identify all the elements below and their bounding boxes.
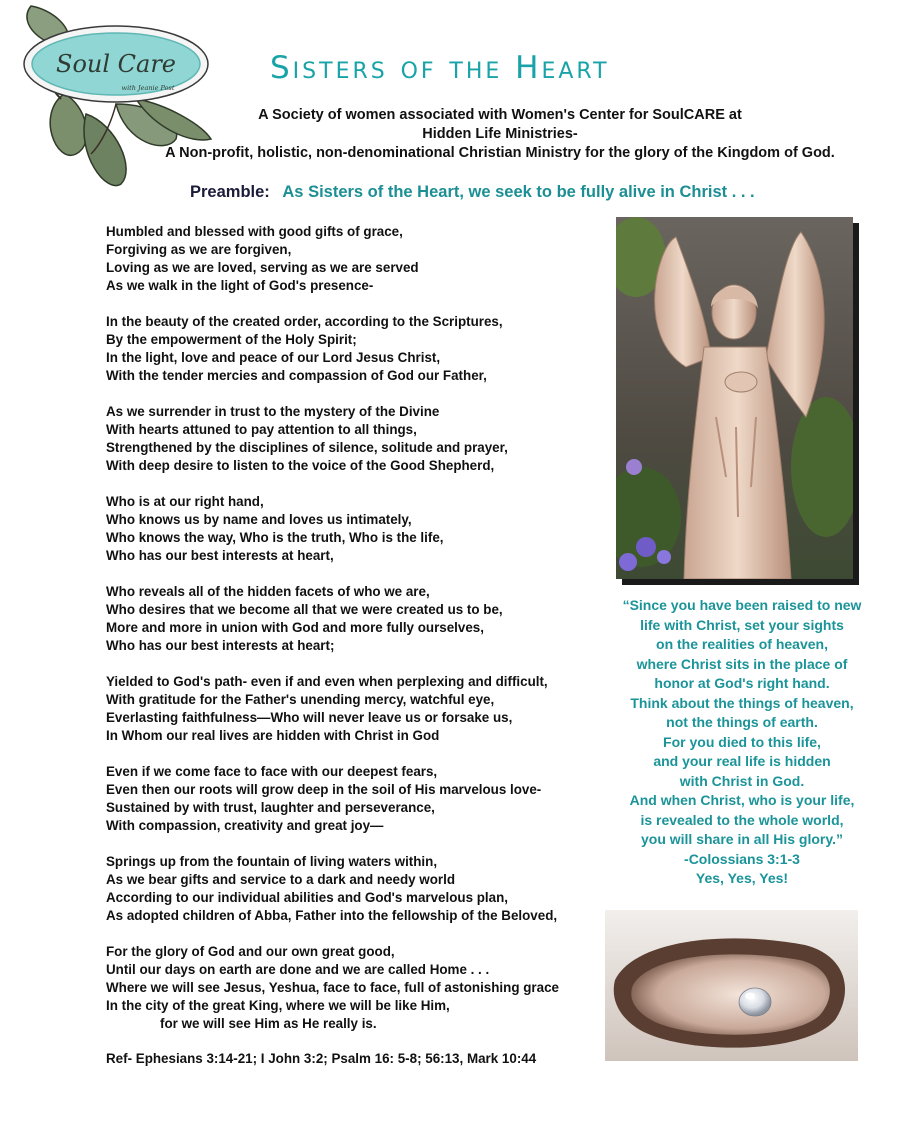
poem-line: Loving as we are loved, serving as we are served xyxy=(106,260,419,275)
stanza xyxy=(106,313,596,385)
poem-line: Who is at our right hand, xyxy=(106,494,264,509)
poem-line: In the beauty of the created order, according to the Scriptures, xyxy=(106,314,503,329)
pearl-oyster-image xyxy=(605,910,858,1061)
stanza xyxy=(106,943,596,1033)
poem-line: As we walk in the light of God's presence- xyxy=(106,278,374,293)
quote-line: and your real life is hidden xyxy=(653,753,831,769)
quote-line: is revealed to the whole world, xyxy=(640,811,844,828)
scripture-quote xyxy=(614,596,870,889)
poem-line: Forgiving as we are forgiven, xyxy=(106,242,292,257)
quote-line: Think about the things of heaven, xyxy=(630,694,854,711)
poem-line: Sustained by with trust, laughter and perseverance, xyxy=(106,800,435,815)
poem-line: Yielded to God's path- even if and even when perplexing and difficult, xyxy=(106,674,548,689)
quote-citation: -Colossians 3:1-3 xyxy=(684,850,800,867)
poem-line: More and more in union with God and more fully ourselves, xyxy=(106,620,484,635)
poem-line: for we will see Him as He really is. xyxy=(160,1016,377,1031)
poem-line: As we surrender in trust to the mystery of the Divine xyxy=(106,404,440,419)
poem-line: Who desires that we become all that we were created us to be, xyxy=(106,602,503,617)
poem-line: Until our days on earth are done and we are called Home . . . xyxy=(106,962,490,977)
stanza xyxy=(106,223,596,295)
poem-line: With compassion, creativity and great joy— xyxy=(106,818,384,833)
angel-photo xyxy=(616,217,853,579)
poem-line: With the tender mercies and compassion of God our Father, xyxy=(106,368,487,383)
quote-line: For you died to this life, xyxy=(663,733,821,750)
poem-line: Springs up from the fountain of living waters within, xyxy=(106,854,438,869)
poem-line: Humbled and blessed with good gifts of grace, xyxy=(106,224,403,239)
poem-line: With gratitude for the Father's unending mercy, watchful eye, xyxy=(106,692,495,707)
stanza xyxy=(106,673,596,745)
quote-line: with Christ in God. xyxy=(679,772,805,789)
poem-line: With hearts attuned to pay attention to all things, xyxy=(106,422,417,437)
poem-line: Where we will see Jesus, Yeshua, face to face, full of astonishing grace xyxy=(106,980,559,995)
quote-line: on the realities of heaven, xyxy=(656,636,828,652)
quote-line: honor at God's right hand. xyxy=(654,675,830,691)
subhead-line: A Society of women associated with Women's Center for SoulCARE at xyxy=(258,107,742,123)
logo-text: Soul Care xyxy=(56,50,176,78)
poem-line: For the glory of God and our own great good, xyxy=(106,944,395,959)
poem-line: In the light, love and peace of our Lord Jesus Christ, xyxy=(106,350,441,365)
preamble-text: As Sisters of the Heart, we seek to be fully alive in Christ . . . xyxy=(282,183,755,201)
quote-line: “Since you have been raised to new xyxy=(622,597,862,613)
poem-line: As adopted children of Abba, Father into the fellowship of the Beloved, xyxy=(106,908,558,923)
poem-body xyxy=(106,223,596,1051)
quote-line: not the things of earth. xyxy=(666,714,818,730)
poem-line: With deep desire to listen to the voice of the Good Shepherd, xyxy=(106,458,495,473)
preamble-label: Preamble: xyxy=(190,183,270,201)
stanza xyxy=(106,493,596,565)
poem-line: Who has our best interests at heart; xyxy=(106,638,335,653)
poem-line: Everlasting faithfulness—Who will never leave us or forsake us, xyxy=(106,710,513,725)
quote-line: And when Christ, who is your life, xyxy=(629,792,855,808)
poem-line: By the empowerment of the Holy Spirit; xyxy=(106,332,357,347)
angel-statue-image xyxy=(616,217,853,579)
poem-line: According to our individual abilities and God's marvelous plan, xyxy=(106,890,508,905)
poem-line: As we bear gifts and service to a dark and needy world xyxy=(106,872,456,887)
poem-line: Who knows us by name and loves us intimately, xyxy=(106,512,412,527)
preamble xyxy=(190,183,755,202)
poem-line: Strengthened by the disciplines of silence, solitude and prayer, xyxy=(106,440,508,455)
poem-line: Even if we come face to face with our deepest fears, xyxy=(106,764,438,779)
poem-line: Who has our best interests at heart, xyxy=(106,548,334,563)
poem-line: In the city of the great King, where we will be like Him, xyxy=(106,998,450,1013)
subhead-line: A Non-profit, holistic, non-denominational Christian Ministry for the glory of the Kingdom of God. xyxy=(165,145,835,161)
stanza xyxy=(106,763,596,835)
subhead-line: Hidden Life Ministries- xyxy=(422,126,578,142)
poem-line: Who reveals all of the hidden facets of who we are, xyxy=(106,584,430,599)
logo-tagline: with Jeanie Post xyxy=(121,84,175,92)
quote-line: life with Christ, set your sights xyxy=(640,616,844,633)
stanza xyxy=(106,403,596,475)
page-title: Sisters of the Heart xyxy=(270,50,610,86)
subheading xyxy=(150,106,850,163)
stanza xyxy=(106,583,596,655)
scripture-reference: Ref- Ephesians 3:14-21; I John 3:2; Psalm 16: 5-8; 56:13, Mark 10:44 xyxy=(106,1051,537,1066)
quote-affirmation: Yes, Yes, Yes! xyxy=(695,870,789,886)
poem-line: In Whom our real lives are hidden with Christ in God xyxy=(106,728,440,743)
quote-line: where Christ sits in the place of xyxy=(636,655,848,672)
soul-care-logo xyxy=(16,4,246,196)
stanza xyxy=(106,853,596,925)
quote-line: you will share in all His glory.” xyxy=(640,831,843,847)
poem-line: Even then our roots will grow deep in the soil of His marvelous love- xyxy=(106,782,542,797)
poem-line: Who knows the way, Who is the truth, Who is the life, xyxy=(106,530,444,545)
